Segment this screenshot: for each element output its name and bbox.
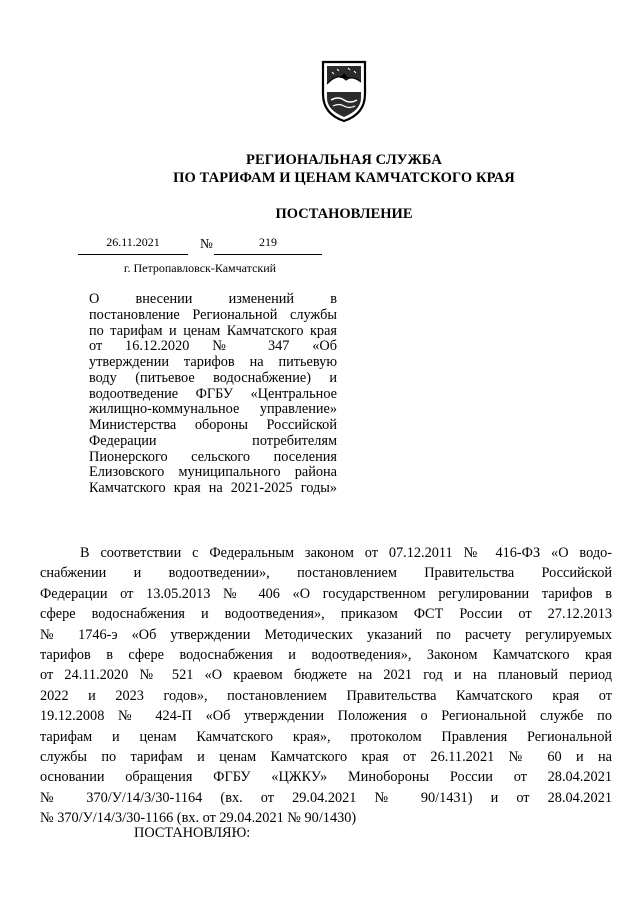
body-line: тарифам и ценам Камчатского края», протоколом Правления Региональной (40, 728, 612, 745)
subject-line: воду (питьевое водоснабжение) и (89, 369, 337, 386)
body-line: 2022 и 2023 годов», постановлением Правительства Камчатского края от (40, 687, 612, 704)
number-sign: № (200, 236, 213, 251)
subject-line: Елизовского муниципального района (89, 464, 337, 481)
document-type-title: ПОСТАНОВЛЕНИЕ (275, 206, 413, 222)
body-line: Федерации от 13.05.2013 № 406 «О государственном регулировании тарифов в (40, 585, 612, 602)
body-line: тарифов в сфере водоснабжения и водоотведения», Законом Камчатского края (40, 647, 612, 664)
subject-line: Пионерского сельского поселения (89, 448, 337, 465)
body-line: службы по тарифам и ценам Камчатского края от 26.11.2021 № 60 и на (40, 749, 612, 766)
subject-line: постановление Региональной службы (89, 306, 337, 323)
subject-line: водоотведение ФГБУ «Центральное (89, 385, 337, 402)
body-line: № 1746-э «Об утверждении Методических указаний по расчету регулируемых (40, 626, 612, 643)
body-line: снабжении и водоотведении», постановлением Правительства Российской (40, 565, 612, 582)
subject-line: О внесении изменений в (89, 291, 337, 307)
document-city: г. Петропавловск-Камчатский (123, 261, 277, 275)
subject-line: жилищно-коммунальное управление» (89, 401, 337, 418)
body-line: В соответствии с Федеральным законом от 07.12.2011 № 416-ФЗ «О водо- (80, 545, 612, 561)
body-line: от 24.11.2020 № 521 «О краевом бюджете на 2021 год и на плановый период (40, 667, 612, 684)
subject-line: Камчатского края на 2021-2025 годы» (89, 480, 337, 496)
org-name-line-2: ПО ТАРИФАМ И ЦЕНАМ КАМЧАТСКОГО КРАЯ (173, 170, 515, 186)
decree-word: ПОСТАНОВЛЯЮ: (134, 825, 251, 841)
document-number: 219 (214, 235, 322, 255)
body-line: основании обращения ФГБУ «ЦЖКУ» Минобороны России от 28.04.2021 (40, 769, 612, 786)
body-line: сфере водоснабжения и водоотведения», приказом ФСТ России от 27.12.2013 (40, 606, 612, 623)
document-date: 26.11.2021 (78, 235, 188, 255)
org-name-line-1: РЕГИОНАЛЬНАЯ СЛУЖБА (246, 152, 442, 168)
document-subject (89, 292, 337, 497)
subject-line: по тарифам и ценам Камчатского края (89, 322, 337, 339)
body-line: 19.12.2008 № 424-П «Об утверждении Положения о Региональной службе по (40, 708, 612, 725)
preamble-paragraph (40, 543, 612, 829)
body-line: № 370/У/14/3/30-1166 (вх. от 29.04.2021 № 90/1430) (40, 810, 357, 827)
subject-line: от 16.12.2020 № 347 «Об (89, 338, 337, 355)
subject-line: Министерства обороны Российской (89, 417, 337, 433)
body-line: № 370/У/14/3/30-1164 (вх. от 29.04.2021 № 90/1431) и от 28.04.2021 (40, 789, 612, 806)
coat-of-arms-icon (318, 58, 370, 124)
subject-line: утверждении тарифов на питьевую (89, 354, 337, 370)
subject-line: Федерации потребителям (89, 432, 337, 449)
